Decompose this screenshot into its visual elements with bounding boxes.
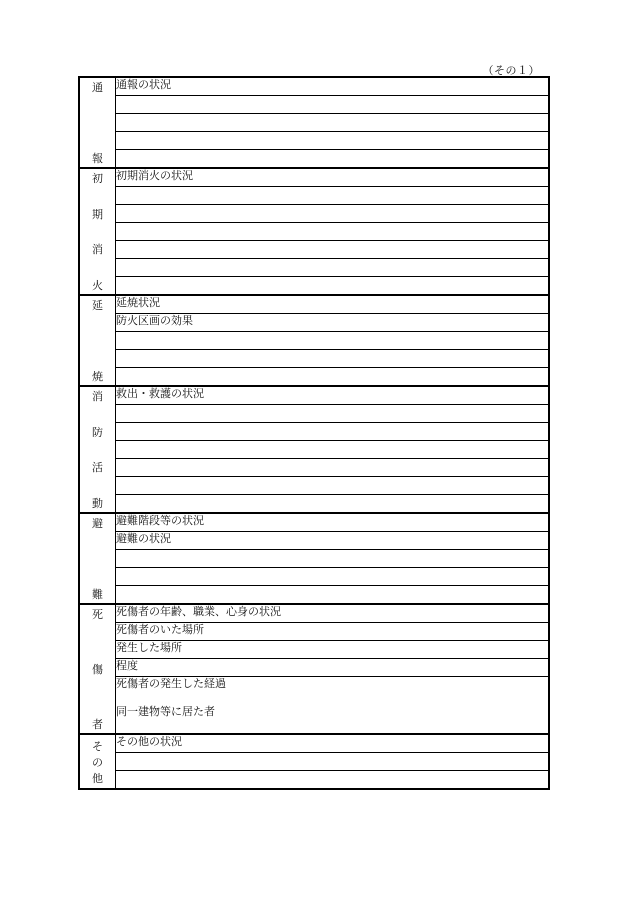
form-row <box>79 677 549 735</box>
category-char: 初 <box>92 172 103 185</box>
section-category-shobo-katsudo <box>79 386 116 513</box>
form-line[interactable] <box>116 495 550 514</box>
form-line[interactable] <box>116 459 550 477</box>
form-row <box>79 132 549 150</box>
form-line[interactable] <box>116 368 550 387</box>
form-row <box>79 241 549 259</box>
form-line[interactable]: その他の状況 <box>116 734 550 753</box>
form-line[interactable] <box>116 568 550 586</box>
form-row <box>79 187 549 205</box>
page-number: （その１） <box>482 64 540 77</box>
form-line[interactable] <box>116 259 550 277</box>
category-char: の <box>92 755 103 769</box>
category-char: 避 <box>92 517 103 530</box>
form-row <box>79 314 549 332</box>
category-label <box>80 78 115 167</box>
form-row <box>79 205 549 223</box>
form-line[interactable] <box>116 150 550 169</box>
category-char: そ <box>92 739 103 753</box>
category-label <box>80 735 115 788</box>
form-line[interactable]: 発生した場所 <box>116 641 550 659</box>
section-category-tsuho <box>79 77 116 168</box>
category-char: 他 <box>92 771 103 785</box>
form-line[interactable] <box>116 350 550 368</box>
form-line[interactable] <box>116 223 550 241</box>
form-row <box>79 114 549 132</box>
category-char: 通 <box>92 81 103 94</box>
form-row <box>79 259 549 277</box>
form-row <box>79 386 549 405</box>
category-char: 死 <box>92 608 103 621</box>
form-line[interactable]: 死傷者の年齢、職業、心身の状況 <box>116 604 550 623</box>
category-label <box>80 387 115 512</box>
form-row <box>79 659 549 677</box>
form-row <box>79 423 549 441</box>
form-line[interactable] <box>116 441 550 459</box>
form-line[interactable]: 死傷者の発生した経過 同一建物等に居た者 <box>116 677 550 735</box>
form-row <box>79 568 549 586</box>
form-line[interactable] <box>116 753 550 771</box>
category-char: 期 <box>92 207 103 221</box>
form-line[interactable]: 通報の状況 <box>116 77 550 96</box>
form-row <box>79 753 549 771</box>
form-row <box>79 350 549 368</box>
form-row <box>79 368 549 387</box>
category-label <box>80 296 115 385</box>
form-row <box>79 641 549 659</box>
form-line[interactable]: 死傷者のいた場所 <box>116 623 550 641</box>
section-category-shoki-shoka <box>79 168 116 295</box>
form-row <box>79 223 549 241</box>
section-category-hinan <box>79 513 116 604</box>
form-row <box>79 550 549 568</box>
category-char: 防 <box>92 425 103 439</box>
section-category-shishosha <box>79 604 116 734</box>
form-row <box>79 77 549 96</box>
form-row <box>79 168 549 187</box>
form-row <box>79 332 549 350</box>
form-line[interactable]: 初期消火の状況 <box>116 168 550 187</box>
category-char: 焼 <box>92 370 103 383</box>
form-line[interactable] <box>116 550 550 568</box>
form-row <box>79 295 549 314</box>
form-row <box>79 459 549 477</box>
form-row <box>79 532 549 550</box>
form-line[interactable] <box>116 332 550 350</box>
form-line[interactable]: 避難階段等の状況 <box>116 513 550 532</box>
form-line[interactable]: 延焼状況 <box>116 295 550 314</box>
form-line[interactable] <box>116 241 550 259</box>
category-char: 報 <box>92 152 103 165</box>
form-line[interactable] <box>116 477 550 495</box>
category-char: 傷 <box>92 663 103 676</box>
form-row <box>79 441 549 459</box>
form-line[interactable]: 防火区画の効果 <box>116 314 550 332</box>
form-row <box>79 495 549 514</box>
category-char: 難 <box>92 588 103 601</box>
category-char: 火 <box>92 278 103 292</box>
form-line[interactable]: 避難の状況 <box>116 532 550 550</box>
form-row <box>79 771 549 790</box>
form-line[interactable] <box>116 405 550 423</box>
form-row <box>79 277 549 296</box>
category-label <box>80 514 115 603</box>
form-row <box>79 150 549 169</box>
category-char: 活 <box>92 461 103 475</box>
category-char: 延 <box>92 299 103 312</box>
category-label <box>80 169 115 294</box>
form-row <box>79 586 549 605</box>
category-char: 動 <box>92 496 103 510</box>
form-row <box>79 513 549 532</box>
form-line[interactable] <box>116 586 550 605</box>
form-row <box>79 734 549 753</box>
report-form-table <box>78 76 550 790</box>
form-line[interactable]: 程度 <box>116 659 550 677</box>
form-line[interactable] <box>116 114 550 132</box>
category-char: 消 <box>92 243 103 257</box>
section-category-ensho <box>79 295 116 386</box>
form-row <box>79 623 549 641</box>
form-line[interactable]: 救出・救護の状況 <box>116 386 550 405</box>
form-line[interactable] <box>116 132 550 150</box>
category-char: 者 <box>92 718 103 731</box>
form-row <box>79 477 549 495</box>
form-row <box>79 604 549 623</box>
form-line[interactable] <box>116 96 550 114</box>
category-char: 消 <box>92 390 103 403</box>
category-label <box>80 605 115 733</box>
form-line[interactable] <box>116 277 550 296</box>
form-row <box>79 405 549 423</box>
form-line[interactable] <box>116 187 550 205</box>
form-line[interactable] <box>116 423 550 441</box>
form-row <box>79 96 549 114</box>
form-line[interactable] <box>116 205 550 223</box>
form-line[interactable] <box>116 771 550 790</box>
section-category-sonota <box>79 734 116 789</box>
